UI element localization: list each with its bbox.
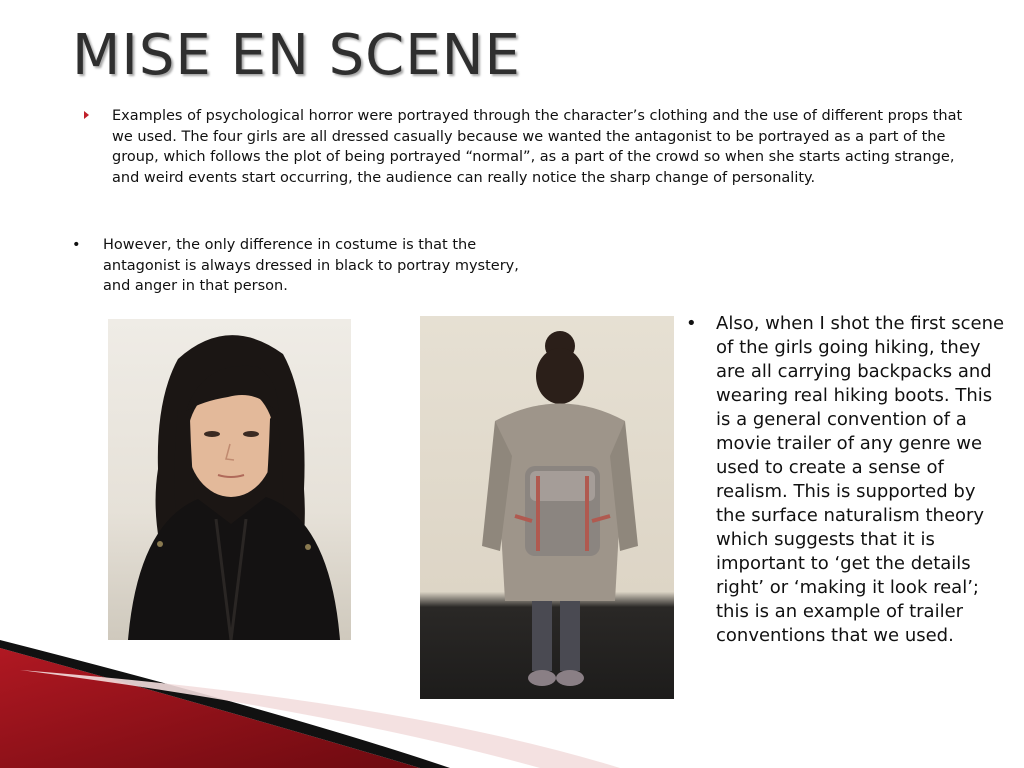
arrow-bullet-icon	[84, 111, 89, 119]
bullet-paragraph-1	[84, 106, 964, 188]
bullet-dot: •	[686, 313, 697, 334]
bullet-text-2: However, the only difference in costume is that the antagonist is always dressed in black to portray mystery, and anger in that person.	[103, 237, 519, 294]
bullet-text-3: Also, when I shot the first scene of the girls going hiking, they are all carrying backpacks and wearing real hiking boots. This is a general convention of a movie trailer of any genre we used to create a sense of realism. This is supported by the surface naturalism theory which suggests that it is important to ‘get the details right’ or ‘making it look real’; this is an example of trailer conventions that we used.	[716, 313, 1005, 646]
bullet-paragraph-3	[686, 312, 1006, 648]
slide-title: MISE EN SCENE	[72, 23, 521, 88]
decorative-swoosh	[0, 640, 1024, 768]
bullet-dot: •	[72, 237, 81, 253]
bullet-text-1: Examples of psychological horror were portrayed through the character’s clothing and the use of different props that we used. The four girls are all dressed casually because we wanted the antagonist to be portrayed as a part of the group, which follows the plot of being portrayed “normal”, as a part of the crowd so when she starts acting strange, and weird events start occurring, the audience can really notice the sharp change of personality.	[112, 108, 963, 186]
bullet-paragraph-2	[72, 235, 532, 297]
antagonist-portrait-photo	[108, 319, 351, 640]
